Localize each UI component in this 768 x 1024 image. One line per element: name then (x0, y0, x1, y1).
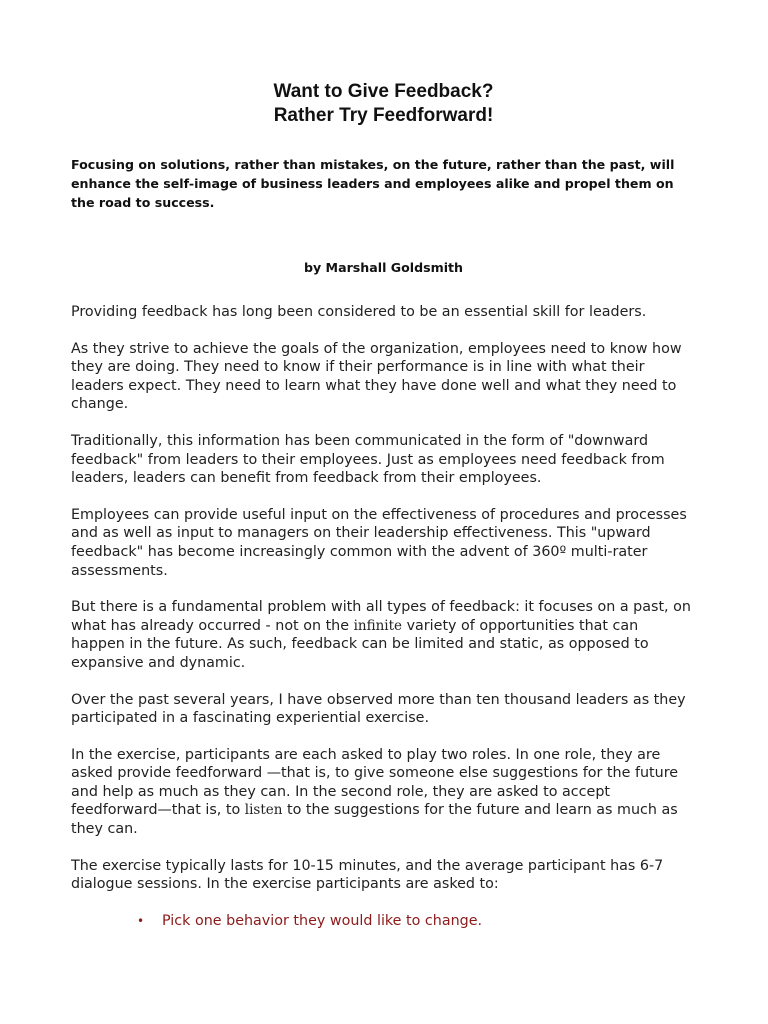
paragraph-2: As they strive to achieve the goals of the organization, employees need to know how they are doing. They need to know if their performance is in line with what their leaders expect. They need to learn what they have done well and what they need to change. (71, 340, 682, 413)
paragraph-5-part-a: But there is a fundamental problem with all types of feedback: it focuses on a past, on what has already occurred - not on the (71, 599, 691, 634)
list-item-text: Pick one behavior they would like to change. (162, 912, 483, 929)
paragraph-4: Employees can provide useful input on the effectiveness of procedures and processes and as well as input to managers on their leadership effectiveness. This "upward feedback" has become increasingly common with the advent of 360º multi-rater assessments. (71, 506, 687, 579)
article-body (71, 303, 696, 931)
paragraph-7-part-c: to the suggestions for the future and learn as much as they can. (71, 802, 678, 838)
paragraph-5 (71, 598, 696, 672)
title-line-2: Rather Try Feedforward! (273, 105, 494, 126)
paragraph-7-part-a: In the exercise, participants are each asked to play two roles. In one role, they are asked provide feedforward —that is, to give someone else suggestions for the future and help as much as they can. In the second role, they are asked to accept feedforward—that is, to (71, 746, 679, 819)
paragraph-6: Over the past several years, I have observed more than ten thousand leaders as they participated in a fascinating experiential exercise. (71, 691, 686, 727)
byline: by Marshall Goldsmith (303, 260, 464, 275)
lede-paragraph: Focusing on solutions, rather than mistakes, on the future, rather than the past, will enhance the self-image of business leaders and employees alike and propel them on the road to success. (71, 157, 675, 210)
paragraph-8: The exercise typically lasts for 10-15 minutes, and the average participant has 6-7 dialogue sessions. In the exercise participants are asked to: (71, 857, 664, 893)
paragraph-1: Providing feedback has long been considered to be an essential skill for leaders. (71, 304, 647, 320)
paragraph-7-serif-word: listen (244, 802, 283, 819)
bullet-list (71, 912, 696, 931)
paragraph-7 (71, 746, 696, 839)
bullet-icon: • (137, 913, 145, 928)
paragraph-5-serif-word: infinite (353, 617, 403, 634)
list-item (137, 912, 696, 931)
paragraph-5-part-c: variety of opportunities that can happen in the future. As such, feedback can be limited and static, as opposed to expansive and dynamic. (71, 617, 649, 671)
page-title (71, 0, 696, 128)
title-line-1: Want to Give Feedback? (273, 81, 494, 102)
paragraph-3: Traditionally, this information has been communicated in the form of "downward feedback" from leaders to their employees. Just as employees need feedback from leaders, leaders can benefit from feedback from their employees. (71, 432, 665, 487)
